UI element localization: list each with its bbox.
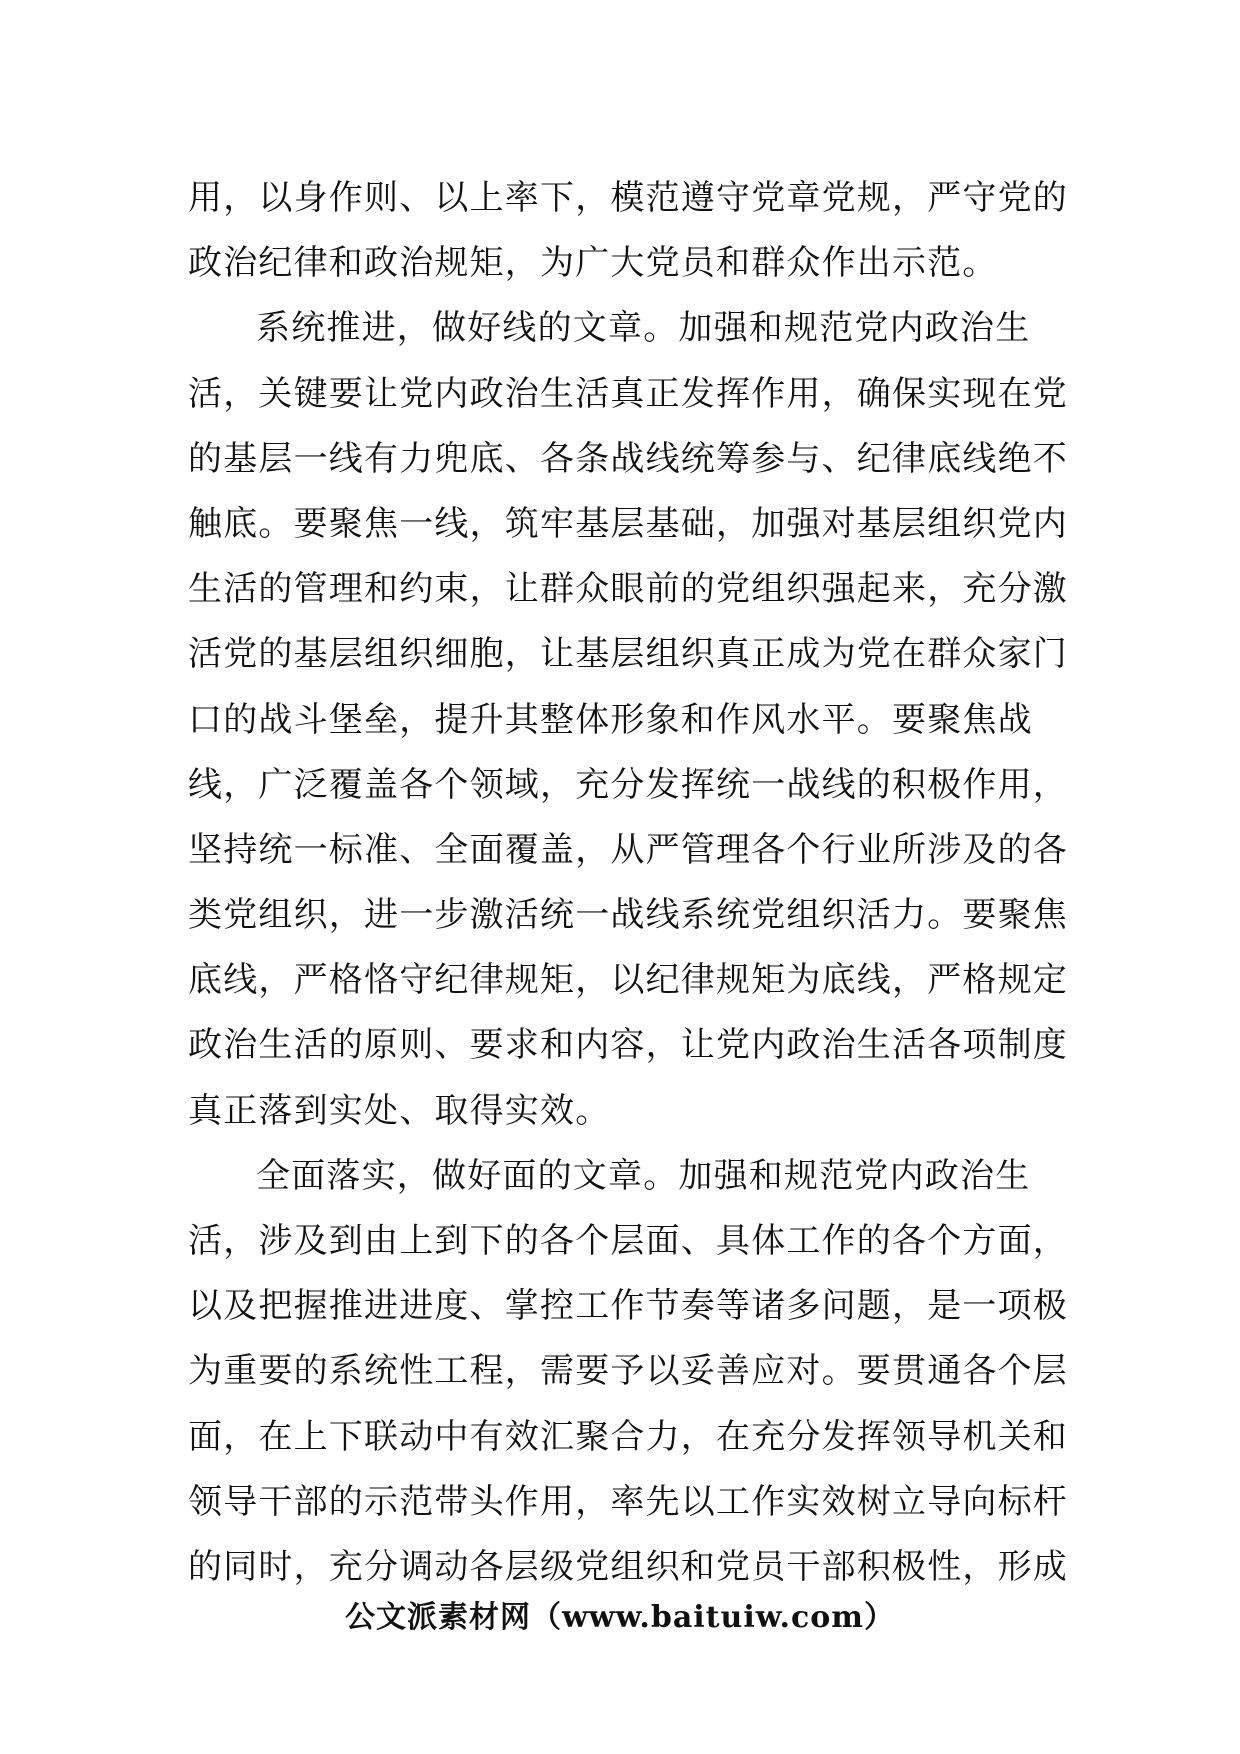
- text-line: 面，在上下联动中有效汇聚合力，在充分发挥领导机关和: [188, 1416, 1068, 1457]
- text-line: 为重要的系统性工程，需要予以妥善应对。要贯通各个层: [188, 1351, 1068, 1392]
- text-line: 的同时，充分调动各层级党组织和党员干部积极性，形成: [188, 1546, 1068, 1587]
- text-line: 真正落到实处、取得实效。: [188, 1090, 611, 1131]
- footer-watermark: 公文派素材网（www.baituiw.com）: [344, 1600, 896, 1635]
- text-line: 领导干部的示范带头作用，率先以工作实效树立导向标杆: [188, 1481, 1068, 1522]
- text-line: 的基层一线有力兜底、各条战线统筹参与、纪律底线绝不: [188, 438, 1068, 479]
- text-line: 用，以身作则、以上率下，模范遵守党章党规，严守党的: [188, 178, 1068, 218]
- text-line: 生活的管理和约束，让群众眼前的党组织强起来，充分激: [188, 569, 1068, 610]
- text-line: 底线，严格恪守纪律规矩，以纪律规矩为底线，严格规定: [188, 960, 1068, 1001]
- text-line: 政治生活的原则、要求和内容，让党内政治生活各项制度: [188, 1025, 1068, 1066]
- text-line: 口的战斗堡垒，提升其整体形象和作风水平。要聚焦战: [188, 699, 1033, 740]
- text-line: 线，广泛覆盖各个领域，充分发挥统一战线的积极作用，: [188, 764, 1068, 805]
- text-line: 政治纪律和政治规矩，为广大党员和群众作出示范。: [188, 243, 998, 284]
- text-line: 触底。要聚焦一线，筑牢基层基础，加强对基层组织党内: [188, 503, 1068, 544]
- text-line: 活，关键要让党内政治生活真正发挥作用，确保实现在党: [188, 373, 1068, 414]
- text-line: 类党组织，进一步激活统一战线系统党组织活力。要聚焦: [188, 895, 1068, 936]
- text-line: 全面落实，做好面的文章。加强和规范党内政治生: [256, 1155, 1031, 1196]
- body-text: [188, 166, 1068, 1600]
- text-line: 以及把握推进进度、掌控工作节奏等诸多问题，是一项极: [188, 1286, 1068, 1327]
- text-line: 系统推进，做好线的文章。加强和规范党内政治生: [256, 308, 1031, 349]
- text-line: 活党的基层组织细胞，让基层组织真正成为党在群众家门: [188, 634, 1068, 675]
- text-line: 坚持统一标准、全面覆盖，从严管理各个行业所涉及的各: [188, 829, 1068, 870]
- text-line: 活，涉及到由上到下的各个层面、具体工作的各个方面，: [188, 1221, 1068, 1261]
